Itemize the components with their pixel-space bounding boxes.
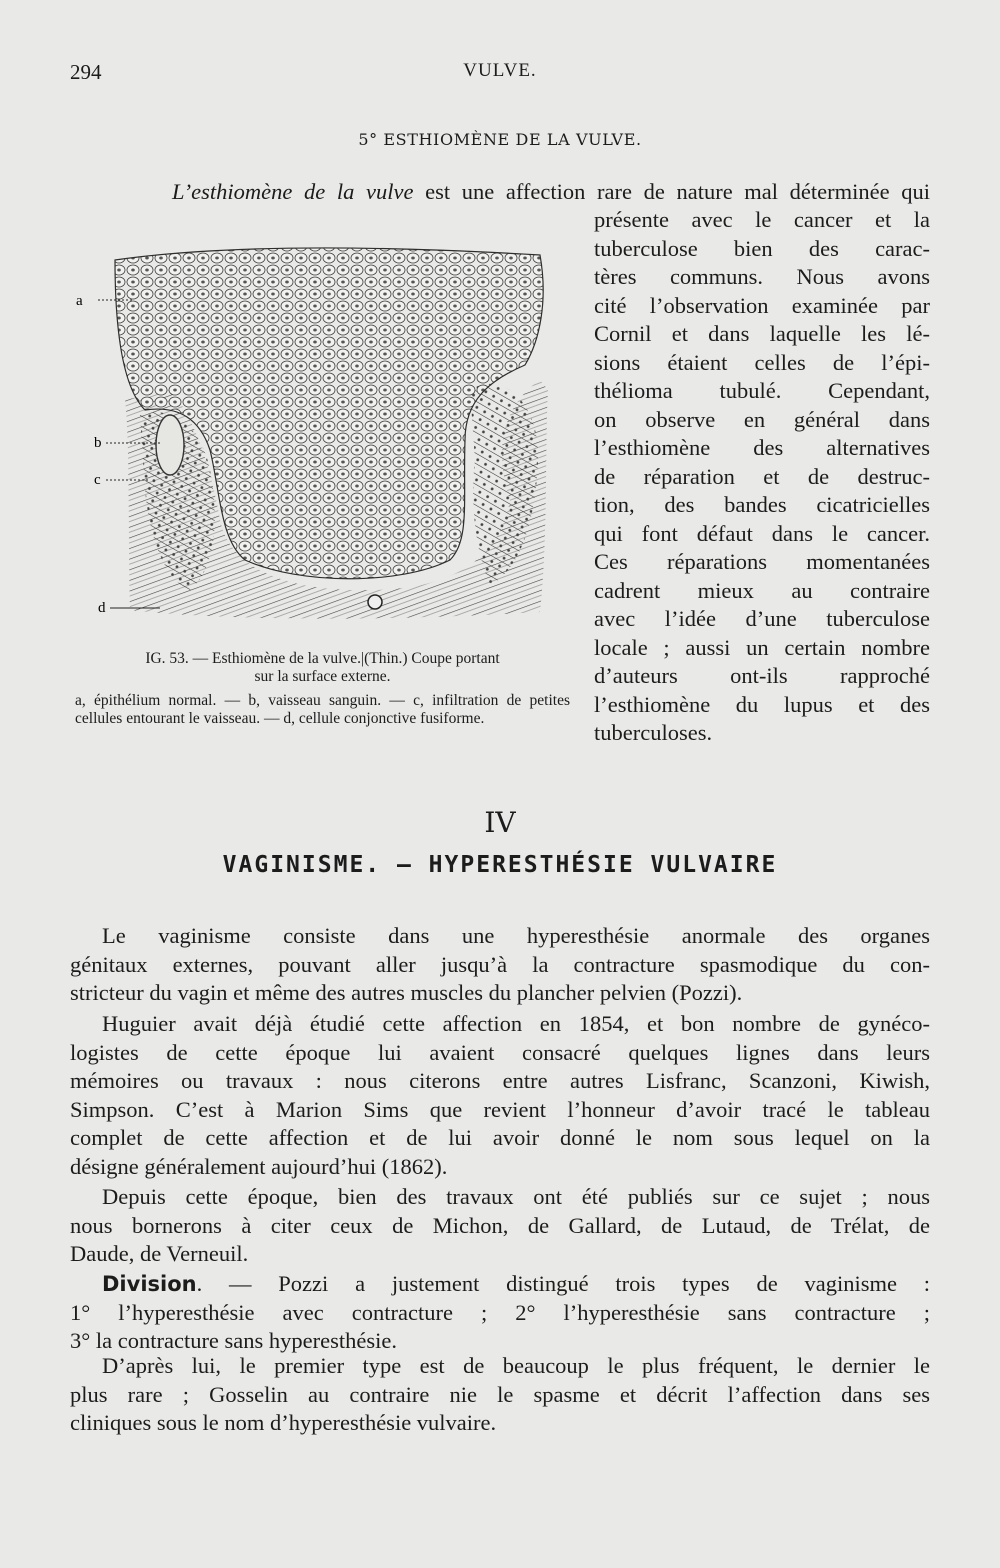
wrap-line: tuberculose bien des carac- xyxy=(594,235,930,261)
figure-label-a: a xyxy=(76,293,83,309)
page-number: 294 xyxy=(70,60,102,84)
text-line: complet de cette affection et de lui avoir donné le nom sous lequel on la xyxy=(70,1125,930,1150)
intro-italic: L’esthiomène de la vulve xyxy=(172,179,414,204)
paragraph xyxy=(70,1183,930,1269)
figure-label-c: c xyxy=(94,472,101,488)
wrap-line: l’esthiomène du lupus et des xyxy=(594,691,930,717)
figure-label-d: d xyxy=(98,600,106,616)
wrap-line: avec l’idée d’une tuberculose xyxy=(594,606,930,631)
wrap-line: présente avec le cancer et la xyxy=(594,207,930,232)
wrap-line: cadrent mieux au contraire xyxy=(594,577,930,603)
text-line: Simpson. C’est à Marion Sims que revient l’honneur d’avoir tracé le tableau xyxy=(70,1096,930,1122)
wrap-line: de réparation et de destruc- xyxy=(594,463,930,489)
caption-title: IG. 53. — Esthiomène de la vulve.|(Thin.) Coupe portant xyxy=(145,650,500,667)
text-line: mémoires ou travaux : nous citerons entre autres Lisfranc, Scanzoni, Kiwish, xyxy=(70,1068,930,1093)
paragraph-intro xyxy=(172,178,930,207)
wrap-line: locale ; aussi un certain nombre xyxy=(594,634,930,660)
text-line: nous bornerons à citer ceux de Michon, de Gallard, de Lutaud, de Trélat, de xyxy=(70,1212,930,1238)
paragraph xyxy=(70,1270,930,1356)
text-line: Huguier avait déjà étudié cette affection en 1854, et bon nombre de gynéco- xyxy=(102,1011,930,1036)
wrap-line: Cornil et dans laquelle les lé- xyxy=(594,321,930,346)
paragraph xyxy=(70,922,930,1008)
text-line: Le vaginisme consiste dans une hyperesthésie anormale des organes xyxy=(102,923,930,948)
paragraph xyxy=(70,1352,930,1438)
wrap-line: tuberculoses. xyxy=(594,720,713,745)
histology-figure xyxy=(70,240,570,660)
section-heading: 5° ESTHIOMÈNE DE LA VULVE. xyxy=(358,130,642,149)
text-line: plus rare ; Gosselin au contraire nie le spasme et décrit l’affection dans ses xyxy=(70,1381,930,1407)
text-line: logistes de cette époque lui avaient consacré quelques lignes dans leurs xyxy=(70,1039,930,1065)
figure-label-b: b xyxy=(94,435,102,451)
text-line: désigne généralement aujourd’hui (1862). xyxy=(70,1153,448,1179)
text-line: cliniques sous le nom d’hyperesthésie vulvaire. xyxy=(70,1410,497,1435)
paragraph xyxy=(70,1010,930,1181)
wrap-line: on observe en général dans xyxy=(594,406,930,432)
intro-line xyxy=(172,178,930,207)
wrap-line: l’esthiomène des alternatives xyxy=(594,435,930,460)
text-line: 1° l’hyperesthésie avec contracture ; 2° l’hyperesthésie sans contracture ; xyxy=(70,1299,930,1325)
division-lead: Division xyxy=(102,1272,197,1296)
text-line: Daude, de Verneuil. xyxy=(70,1241,249,1266)
page-header xyxy=(70,60,930,90)
intro-rest: est une affection rare de nature mal déterminée qui xyxy=(413,179,930,204)
wrap-line: sions étaient celles de l’épi- xyxy=(594,349,930,375)
caption-subtitle: sur la surface externe. xyxy=(254,668,391,685)
text-line xyxy=(70,1270,930,1299)
paragraph-wrap xyxy=(594,206,930,748)
wrap-line: tères communs. Nous avons xyxy=(594,264,930,289)
text-line: stricteur du vagin et même des autres muscles du plancher pelvien (Pozzi). xyxy=(70,980,743,1005)
chapter-numeral: IV xyxy=(484,806,516,839)
wrap-line: d’auteurs ont-ils rapproché xyxy=(594,663,930,688)
wrap-line: tion, des bandes cicatricielles xyxy=(594,492,930,517)
text-line: Depuis cette époque, bien des travaux ont été publiés sur ce sujet ; nous xyxy=(102,1184,930,1209)
text-line: D’après lui, le premier type est de beaucoup le plus fréquent, le dernier le xyxy=(102,1353,930,1378)
wrap-line: cité l’observation examinée par xyxy=(594,292,930,318)
chapter-title: VAGINISME. — HYPERESTHÉSIE VULVAIRE xyxy=(222,852,778,878)
caption-legend: a, épithélium normal. — b, vaisseau sanguin. — c, infiltration de petites cellules entourant le vaisseau. — d, cellule conjonctive fusiforme. xyxy=(75,692,570,727)
figure-caption xyxy=(75,650,570,728)
running-title: VULVE. xyxy=(463,60,537,81)
text-line: 3° la contracture sans hyperesthésie. xyxy=(70,1328,397,1353)
wrap-line: qui font défaut dans le cancer. xyxy=(594,520,930,546)
text-line: génitaux externes, pouvant aller jusqu’à la contracture spasmodique du con- xyxy=(70,951,930,977)
division-rest: . — Pozzi a justement distingué trois types de vaginisme : xyxy=(196,1271,930,1296)
wrap-line: Ces réparations momentanées xyxy=(594,549,930,574)
histology-illustration xyxy=(70,240,570,660)
wrap-line: thélioma tubulé. Cependant, xyxy=(594,378,930,403)
